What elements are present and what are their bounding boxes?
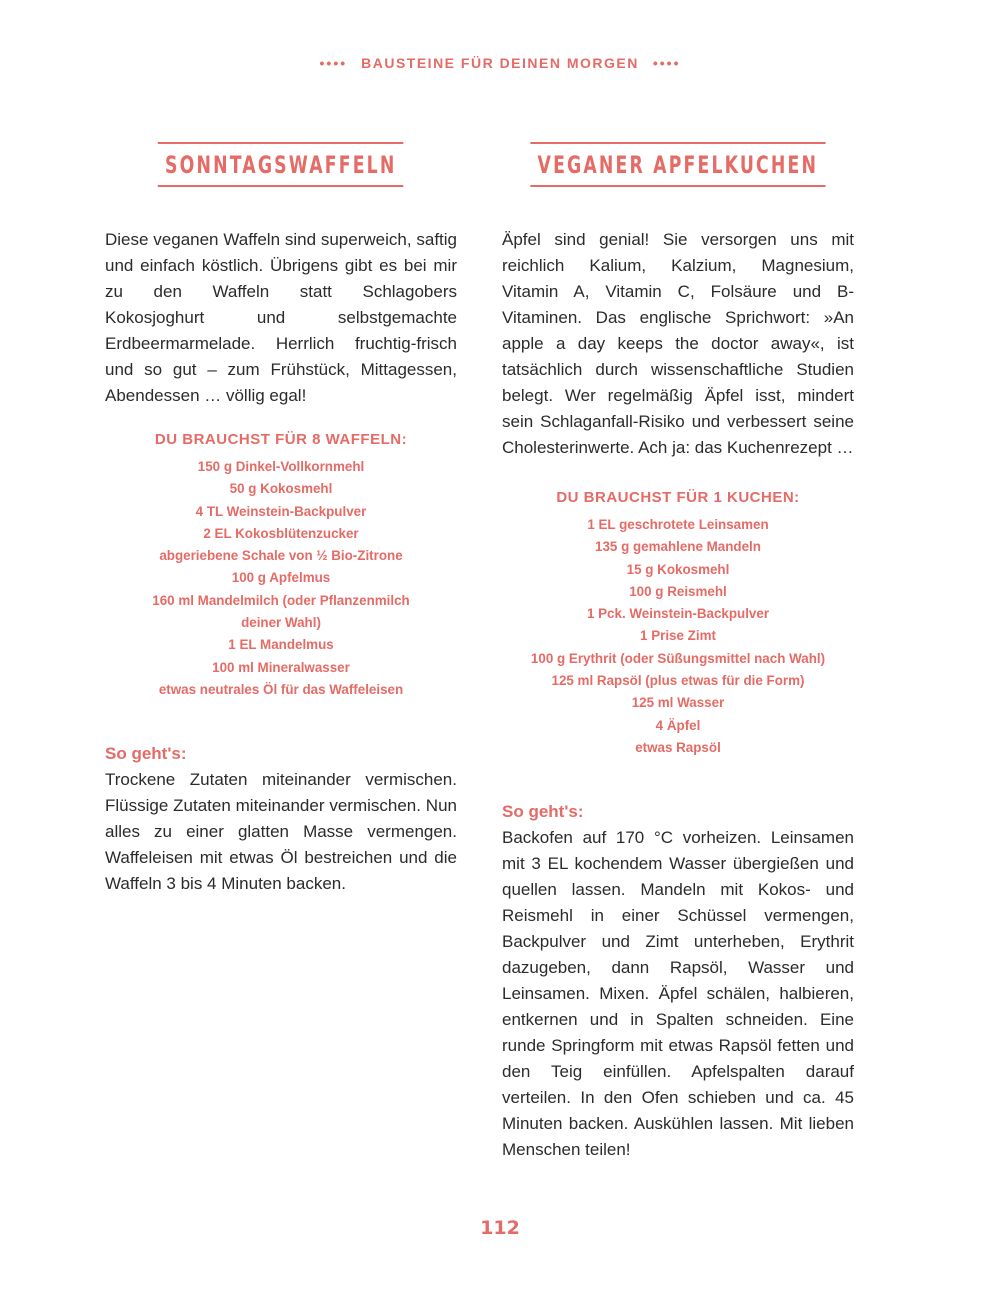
recipe-intro: Diese veganen Waffeln sind superweich, saftig und einfach köstlich. Übrigens gibt es bei mir zu den Waffeln statt Schlagobers Kokosjoghurt und selbstgemachte Erdbeermarmelade. Herrlich fruchtig-frisch und so gut – zum Frühstück, Mittagessen, Abendessen … völlig egal!: [105, 230, 457, 405]
ingredient-item: abgeriebene Schale von ½ Bio-Zitrone: [159, 548, 403, 564]
ingredient-item: 1 EL Mandelmus: [228, 637, 334, 653]
ingredient-item: 50 g Kokosmehl: [229, 481, 333, 497]
method-heading: So geht's:: [502, 802, 584, 822]
ingredient-item: 125 ml Rapsöl (plus etwas für die Form): [551, 673, 805, 689]
ingredient-item: 100 g Erythrit (oder Süßungsmittel nach Wahl): [530, 650, 826, 666]
ingredient-item: 4 TL Weinstein-Backpulver: [195, 503, 367, 519]
recipe-title: SONNTAGSWAFFELN: [158, 142, 404, 187]
running-head-text: BAUSTEINE FÜR DEINEN MORGEN: [361, 55, 639, 71]
ingredient-item: 135 g gemahlene Mandeln: [595, 539, 761, 555]
ingredient-item: 2 EL Kokosblütenzucker: [203, 525, 359, 541]
page-number: 112: [480, 1217, 520, 1239]
method-text: Backofen auf 170 °C vorheizen. Leinsamen mit 3 EL kochendem Wasser übergießen und quellen lassen. Mandeln mit Kokos- und Reismehl in einer Schüssel vermengen, Backpulver und Zimt unterheben, Erythrit dazugeben, dann Rapsöl, Wasser und Leinsamen. Mixen. Äpfel schälen, halbieren, entkernen und in Spalten schneiden. Eine runde Springform mit etwas Rapsöl fetten und den Teig einfüllen. Apfelspalten darauf verteilen. In den Ofen schieben und ca. 45 Minuten backen. Auskühlen lassen. Mit lieben Menschen teilen!: [502, 828, 854, 1160]
recipe-intro: Äpfel sind genial! Sie versorgen uns mit reichlich Kalium, Kalzium, Magnesium, Vitamin A, Vitamin C, Folsäure und B-Vitaminen. Das englische Sprichwort: »An apple a day keeps the doctor away«, ist tatsächlich durch wissenschaftliche Studien belegt. Wer regelmäßig Äpfel isst, mindert sein Schlaganfall-Risiko und verbessert seine Cholesterinwerte. Ach ja: das Kuchenrezept …: [502, 230, 854, 457]
ingredient-item: 100 g Apfelmus: [231, 570, 331, 586]
ingredients-list: [502, 514, 854, 759]
method-heading: So geht's:: [105, 744, 187, 764]
recipe-column-waffles: [105, 142, 457, 897]
ingredient-item: 100 g Reismehl: [629, 583, 727, 599]
recipe-title: VEGANER APFELKUCHEN: [531, 142, 826, 187]
ingredients-list: [105, 456, 457, 701]
recipe-title-box: [502, 142, 854, 187]
ingredient-item: 4 Äpfel: [655, 717, 701, 733]
ingredient-item: 125 ml Wasser: [631, 695, 725, 711]
ingredient-item: 1 Prise Zimt: [640, 628, 716, 644]
ingredients-heading: DU BRAUCHST FÜR 8 WAFFELN:: [154, 431, 408, 448]
ingredient-item: 1 Pck. Weinstein-Backpulver: [586, 606, 770, 622]
ingredient-item: 100 ml Mineralwasser: [212, 659, 350, 675]
running-head-dots-left: ••••: [319, 55, 348, 71]
ingredient-item: etwas Rapsöl: [635, 739, 721, 755]
running-head-dots-right: ••••: [652, 55, 681, 71]
ingredients-heading: DU BRAUCHST FÜR 1 KUCHEN:: [556, 489, 800, 506]
recipe-title-box: [105, 142, 457, 187]
recipe-column-apple-cake: [502, 142, 854, 1163]
ingredient-item: 1 EL geschrotete Leinsamen: [587, 517, 769, 532]
running-head: [0, 55, 1000, 71]
ingredient-item: etwas neutrales Öl für das Waffeleisen: [158, 681, 404, 697]
ingredient-item: 150 g Dinkel-Vollkornmehl: [197, 459, 365, 474]
ingredient-item: 15 g Kokosmehl: [626, 561, 730, 577]
method-text: Trockene Zutaten miteinander vermischen. Flüssige Zutaten miteinander vermischen. Nun alles zu einer glatten Masse vermengen. Waffeleisen mit etwas Öl bestreichen und die Waffeln 3 bis 4 Minuten backen.: [105, 770, 457, 894]
ingredient-item: 160 ml Mandelmilch (oder Pflanzenmilch deiner Wahl): [152, 592, 410, 631]
